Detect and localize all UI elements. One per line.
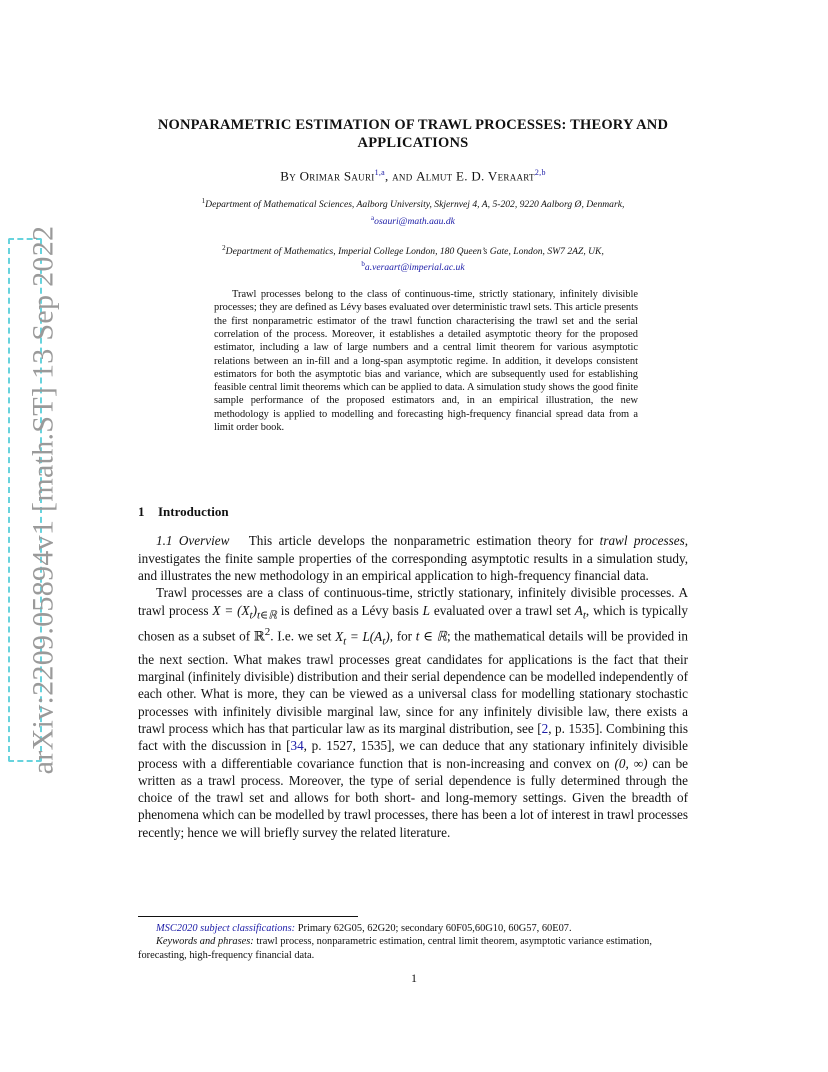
- and-label: , and: [385, 168, 413, 184]
- p2-math-3-sub: t: [582, 609, 586, 622]
- p2-math-4: [335, 628, 390, 648]
- p2-text-7: ; the mathematical details will be provided in the next section. What makes trawl processes great candidates for applications is the fact that their marginal (infinitely divisible) distribution and their serial dependence can be modelled independently of each other. What is more, they can be viewed as a universal class for modelling stationary stochastic processes with infinitely divisible marginal law, since for any infinitely divisible law, there exists a trawl process which has that particular law as its marginal distribution, see [: [138, 628, 688, 736]
- p2-math-3a: A: [574, 602, 583, 618]
- author-1-sup[interactable]: 1,a: [374, 168, 386, 177]
- p2-text-4: , which is typically chosen as a subset of ℝ: [138, 602, 688, 644]
- affiliation-1-mail-sup: a: [371, 213, 375, 222]
- p2-math-1a: X = (X: [212, 602, 250, 618]
- affiliation-1-text: Department of Mathematical Sciences, Aalborg University, Skjernvej 4, A, 5-202, 9220 Aalborg Ø, Denmark,: [205, 199, 625, 211]
- p2-math-1-sub: t: [249, 609, 253, 622]
- paragraph-1: [138, 532, 688, 584]
- paragraph-1-text-b: , investigates the finite sample properties of the corresponding asymptotic results in a simulation study, and illustrates the new methodology in an empirical application to high-frequency financial data.: [138, 533, 689, 583]
- p2-text-10: can be written as a trawl process. Moreover, the type of serial dependence is fully determined through the choice of the trawl set and allows for both short- and long-memory settings. Given the breadth of phenomena which can be modelled by trawl processes, there has been a lot of interest in trawl processes recently; hence we will briefly survey the related literature.: [138, 755, 689, 840]
- affiliation-1-email-link[interactable]: osauri@math.aau.dk: [374, 215, 455, 227]
- p2-math-3: [574, 602, 586, 622]
- p2-math-4-sub: t: [343, 635, 347, 648]
- paper-page: [138, 116, 688, 841]
- citation-link-34[interactable]: 34: [290, 738, 304, 754]
- p2-text-1: Trawl processes are a class of continuous-time, strictly stationary, infinitely divisible processes. A trawl process: [138, 585, 688, 618]
- citation-link-2[interactable]: 2: [541, 720, 549, 736]
- footnotes: [138, 922, 688, 962]
- footnote-rule: [138, 916, 358, 917]
- msc-text: Primary 62G05, 62G20; secondary 60F05,60G10, 60G57, 60E07.: [295, 923, 572, 934]
- author-line: [138, 168, 688, 184]
- section-title: Introduction: [158, 504, 229, 520]
- author-2-sup[interactable]: 2,b: [534, 168, 546, 177]
- p2-math-4a: X: [335, 628, 344, 644]
- affiliation-2: [138, 242, 688, 274]
- affiliation-1-sup: 1: [201, 197, 206, 206]
- p2-math-6: (0, ∞): [614, 755, 648, 771]
- affiliation-1: [138, 195, 688, 227]
- keywords-text: trawl process, nonparametric estimation, central limit theorem, asymptotic variance estimation, forecasting, high-frequency financial data.: [138, 936, 652, 961]
- p2-math-2: L: [422, 602, 431, 618]
- p2-sup-2: 2: [264, 626, 271, 639]
- author-1: Orimar Sauri: [299, 168, 375, 184]
- affiliation-2-text: Department of Mathematics, Imperial College London, 180 Queen’s Gate, London, SW7 2AZ, UK,: [225, 245, 604, 257]
- affiliation-2-sup: 2: [222, 243, 226, 252]
- p2-text-2: is defined as a Lévy basis: [276, 602, 423, 618]
- p2-math-4b: = L(A: [346, 628, 383, 644]
- p2-math-1-sub2: t∈ℝ: [257, 609, 277, 622]
- paper-title: NONPARAMETRIC ESTIMATION OF TRAWL PROCESSES: THEORY AND APPLICATIONS: [157, 117, 669, 151]
- keywords-label: Keywords and phrases:: [156, 936, 254, 948]
- p2-text-5: . I.e. we set: [270, 628, 336, 644]
- affiliation-2-mail-sup: b: [361, 259, 365, 268]
- p2-text-9: , p. 1527, 1535], we can deduce that any stationary infinitely divisible process with a differentiable covariance function that is non-increasing and convex on: [138, 738, 689, 771]
- arxiv-stamp-text: arXiv:2209.05894v1 [math.ST] 13 Sep 2022: [26, 225, 59, 775]
- affiliation-2-email-link[interactable]: a.veraart@imperial.ac.uk: [364, 262, 465, 274]
- paragraph-1-text-a: This article develops the nonparametric estimation theory for: [248, 533, 600, 549]
- p2-text-3: evaluated over a trawl set: [430, 602, 575, 618]
- keywords-footnote: [138, 935, 688, 962]
- msc-footnote: [138, 922, 688, 935]
- p2-text-6: , for: [389, 628, 416, 644]
- msc-link[interactable]: MSC2020 subject classifications:: [156, 923, 296, 934]
- p2-math-1: [212, 602, 277, 622]
- p2-math-1b: ): [252, 602, 257, 618]
- p2-text-8: , p. 1535]. Combining this fact with the discussion in [: [138, 720, 688, 754]
- section-heading: [138, 504, 688, 520]
- arxiv-stamp: [20, 225, 66, 775]
- abstract: Trawl processes belong to the class of continuous-time, strictly stationary, infinitely divisible processes; they are defined as Lévy bases evaluated over deterministic trawl sets. This article presents the first nonparametric estimator of the trawl function characterising the trawl set and the serial correlation of the process. Moreover, it establishes a detailed asymptotic theory for the proposed estimator, including a law of large numbers and a central limit theorem for various asymptotic relations between an in-fill and a long-span asymptotic regime. In addition, it develops consistent estimators for both the asymptotic bias and variance, which are subsequently used for establishing feasible central limit theorems which can be applied to data. A simulation study shows the good finite sample performance of the proposed estimators and, in an empirical illustration, the new methodology is applied to modelling and forecasting high-frequency financial spread data from a limit order book.: [214, 289, 638, 434]
- page-number: 1: [411, 971, 417, 985]
- p2-math-5: t ∈ ℝ: [415, 628, 447, 644]
- paragraph-2: [138, 584, 688, 841]
- paragraph-1-emphasis: trawl processes: [599, 533, 685, 549]
- author-2: Almut E. D. Veraart: [416, 168, 535, 184]
- by-label: By: [280, 168, 297, 184]
- subsection-title: 1.1 Overview: [156, 533, 230, 549]
- section-number: 1: [138, 504, 145, 520]
- p2-math-4-sub2: t: [382, 635, 386, 648]
- body-text: [138, 532, 688, 841]
- p2-math-4c: ): [385, 628, 390, 644]
